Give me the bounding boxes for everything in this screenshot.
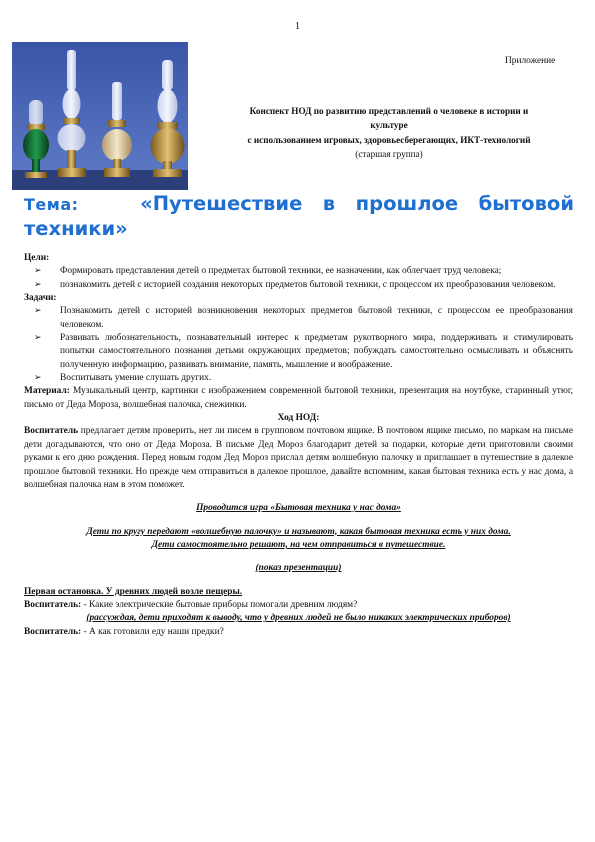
document-header (195, 104, 583, 161)
kids-activity-1: Дети по кругу передают «волшебную палочку» и называют, какая бытовая техника есть у них дома. (86, 526, 511, 537)
appendix-label: Приложение (505, 56, 556, 66)
presentation-note: (показ презентации) (255, 563, 342, 574)
topic-text: «Путешествие в прошлое бытовой техники» (24, 192, 574, 241)
course-heading: Ход НОД: (277, 413, 320, 424)
material-label: Материал: (24, 386, 70, 397)
material-paragraph (24, 385, 573, 412)
arrow-bullet-icon: ➢ (34, 333, 42, 344)
tasks-list (24, 305, 573, 385)
list-item: ➢ Развивать любознательность, познавательный интерес к предметам рукотворного мира, поддерживать и стимулировать попытки самостоятельного познания детьми окружающих предметов; побуждать самостоятельно осмысливать и объяснять полученную информацию, развивать внимание, память, мышление и воображение. (34, 333, 573, 370)
page-number: 1 (295, 21, 300, 32)
list-item: ➢ Воспитывать умение слушать других. (34, 373, 212, 384)
intro-text: предлагает детям проверить, нет ли писем в групповом почтовом ящике. В почтовом ящике письмо, по маркам на письме дети догадываются, что оно от Деда Мороза. В письме Дед Мороз благодарит детей за подарки, которые дети приготовили своими руками к его дню рождения. Перед новым годом Дед Мороз прислал детям волшебную палочку и приглашает в путешествие в далекое прошлое бытовой техники. Но прежде чем отправиться в далекое прошлое, давайте вспомним, какая бытовая техника есть у нас дома, а волшебная палочка нам в этом поможет. (24, 426, 573, 490)
arrow-bullet-icon: ➢ (34, 266, 42, 277)
kids-activity-2: Дети самостоятельно решают, на чем отправиться в путешествие. (151, 539, 446, 550)
document-body (24, 252, 573, 639)
goals-list (24, 265, 573, 292)
kerosene-lamps-photo (12, 42, 188, 190)
children-conclusion: (рассуждая, дети приходят к выводу, что у древних людей не было никаких электрических приборов) (86, 613, 511, 624)
list-item: ➢ Познакомить детей с историей возникновения некоторых предметов бытовой техники, с процессом ее преобразования человеком. (34, 306, 573, 330)
intro-paragraph (24, 425, 573, 492)
header-group: (старшая группа) (355, 148, 423, 159)
material-text: Музыкальный центр, картинки с изображением современной бытовой техники, презентация на ноутбуке, старинный утюг, письмо от Деда Мороза, волшебная палочка, снежинки. (24, 386, 573, 410)
teacher-label: Воспитатель (24, 426, 79, 437)
first-stop-heading: Первая остановка. У древних людей возле пещеры. (24, 586, 243, 597)
header-line: культуре (370, 120, 408, 131)
topic-title (24, 191, 574, 242)
topic-label: Тема: (24, 195, 79, 214)
goals-heading: Цели: (24, 253, 50, 263)
teacher-question-1: Воспитатель: - Какие электрические бытовые приборы помогали древним людям? (24, 599, 358, 610)
list-item: ➢ Формировать представления детей о предметах бытовой техники, ее назначении, как облегчает труд человека; (34, 266, 502, 277)
list-item: ➢ познакомить детей с историей создания некоторых предметов бытовой техники, с процессом их преобразования человеком. (34, 279, 556, 290)
tasks-heading: Задачи: (24, 293, 57, 304)
header-line: Конспект НОД по развитию представлений о человеке в истории и (249, 106, 529, 116)
arrow-bullet-icon: ➢ (34, 373, 42, 384)
header-line: с использованием игровых, здоровьесберегающих, ИКТ-технологий (247, 134, 531, 145)
game-title: Проводится игра «Бытовая техника у нас дома» (196, 503, 401, 514)
arrow-bullet-icon: ➢ (34, 306, 42, 317)
teacher-question-2: Воспитатель: - А как готовили еду наши предки? (24, 626, 224, 637)
arrow-bullet-icon: ➢ (34, 279, 42, 290)
